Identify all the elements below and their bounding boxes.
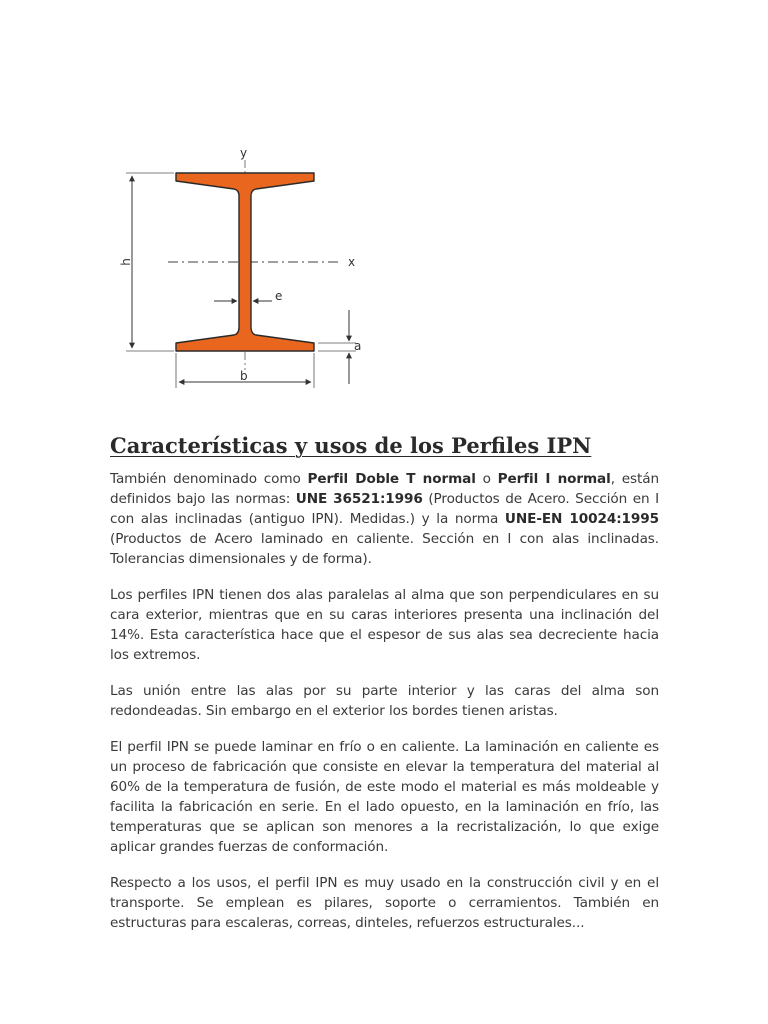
h-label: h <box>119 258 133 266</box>
p1-bold-une-en-10024: UNE-EN 10024:1995 <box>504 511 659 527</box>
x-axis-label: x <box>348 255 356 269</box>
p1-text-1: También denominado como <box>110 471 308 487</box>
ipn-profile-diagram <box>0 0 768 420</box>
article-title: Características y usos de los Perfiles IPN <box>110 433 592 458</box>
y-axis-label: y <box>240 146 248 160</box>
p1-bold-perfil-i: Perfil I normal <box>497 471 611 487</box>
p1-text-5: (Productos de Acero laminado en caliente. Sección en I con alas inclinadas. Tolerancias dimensionales y de forma). <box>110 531 659 567</box>
p1-text-4: (Productos de Acero. Sección en I con alas inclinadas (antiguo IPN). Medidas.) y la norma <box>110 491 659 527</box>
p1-bold-une-36521: UNE 36521:1996 <box>295 491 423 507</box>
b-label: b <box>240 369 248 383</box>
paragraph-definition <box>110 469 659 569</box>
article <box>110 432 659 949</box>
e-label: e <box>275 289 283 303</box>
p1-text-3: , están definidos bajo las normas: <box>110 471 659 507</box>
paragraph-laminacion: El perfil IPN se puede laminar en frío o en caliente. La laminación en caliente es un proceso de fabricación que consiste en elevar la temperatura del material al 60% de la temperatura de fusión, de este modo el material es más moldeable y facilita la fabricación en serie. En el lado opuesto, en la laminación en frío, las temperaturas que se aplican son menores a la recristalización, lo que exige aplicar grandes fuerzas de conformación. <box>110 739 659 855</box>
p1-text-2: o <box>475 471 498 487</box>
paragraph-union: Las unión entre las alas por su parte interior y las caras del alma son redondeadas. Sin embargo en el exterior los bordes tienen aristas. <box>110 683 659 719</box>
paragraph-usos: Respecto a los usos, el perfil IPN es muy usado en la construcción civil y en el transporte. Se emplean es pilares, soporte o cerramientos. También en estructuras para escaleras, correas, dinteles, refuerzos estructurales... <box>110 875 659 931</box>
paragraph-alas: Los perfiles IPN tienen dos alas paralelas al alma que son perpendiculares en su cara exterior, mientras que en su caras interiores presenta una inclinación del 14%. Esta característica hace que el espesor de sus alas sea decreciente hacia los extremos. <box>110 587 659 663</box>
a-label: a <box>354 339 362 353</box>
p1-bold-perfil-doble-t: Perfil Doble T normal <box>307 471 476 487</box>
